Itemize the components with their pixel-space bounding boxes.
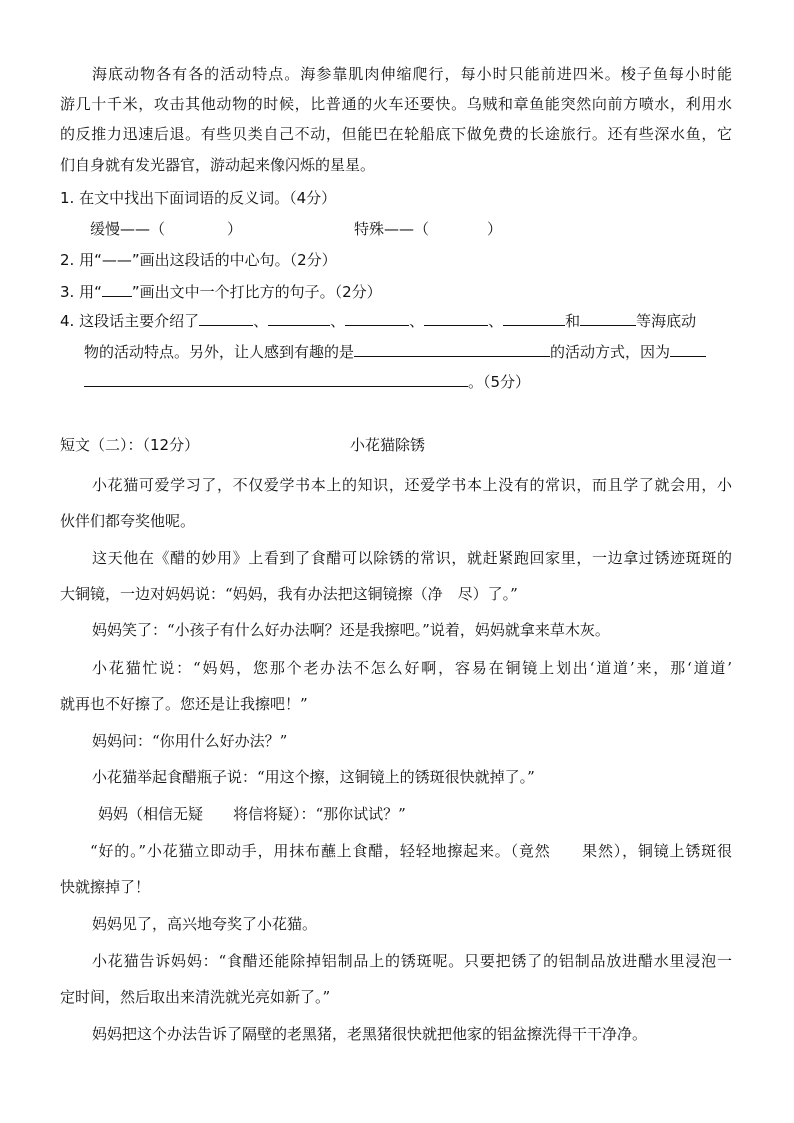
passage2-p9: 妈妈见了，高兴地夸奖了小花猫。 <box>92 915 318 933</box>
q4-prefix: 4. 这段话主要介绍了 <box>60 312 200 330</box>
passage2-p8-line-1: “好的。”小花猫立即动手，用抹布蘸上食醋，轻轻地擦起来。（竟然 果然），铜镜上锈斑很 <box>90 842 732 860</box>
q2-mark-symbol: —— <box>101 251 132 269</box>
q4-line2-prefix: 物的活动特点。另外，让人感到有趣的是 <box>84 343 355 361</box>
q4-sep-4: 、 <box>488 312 504 330</box>
section-2-label: 短文（二）：（12分） <box>60 436 200 454</box>
q4-blank-3[interactable] <box>345 311 409 326</box>
q4-blank-interesting[interactable] <box>354 342 550 357</box>
question-2-prompt <box>60 250 337 270</box>
q4-blank-6[interactable] <box>580 311 636 326</box>
q4-blank-5[interactable] <box>503 311 565 326</box>
passage2-p1-line-2: 伙伴们都夸奖他呢。 <box>60 512 196 530</box>
q4-line3-end: 。（5分） <box>468 373 531 391</box>
question-1-item-b <box>354 219 502 239</box>
question-4-line-2 <box>84 342 706 362</box>
q3-suffix: ”画出文中一个打比方的句子。（2分） <box>131 283 382 301</box>
q4-sep-3: 、 <box>409 312 425 330</box>
passage2-p3: 妈妈笑了：“小孩子有什么好办法啊？还是我擦吧。”说着，妈妈就拿来草木灰。 <box>92 621 610 639</box>
q4-blank-1[interactable] <box>199 311 253 326</box>
q4-blank-reason[interactable] <box>84 372 468 387</box>
passage1-line-1: 海底动物各有各的活动特点。海参靠肌肉伸缩爬行，每小时只能前进四米。梭子鱼每小时能 <box>92 65 732 83</box>
section-2-title: 小花猫除锈 <box>350 436 426 454</box>
q4-sep-2: 、 <box>330 312 346 330</box>
question-4-line-1 <box>60 311 696 331</box>
q1-item-a-label: 缓慢——（ <box>90 220 166 238</box>
passage2-p7: 妈妈（相信无疑 将信将疑）：“那你试试？” <box>98 805 406 823</box>
passage2-p11: 妈妈把这个办法告诉了隔壁的老黑猪，老黑猪很快就把他家的铝盆擦洗得干干净净。 <box>92 1025 648 1043</box>
q1-item-a-close: ） <box>227 220 243 238</box>
q4-blank-reason-start[interactable] <box>670 342 706 357</box>
passage2-p1-line-1: 小花猫可爱学习了，不仅爱学书本上的知识，还爱学书本上没有的常识，而且学了就会用，小 <box>92 476 732 494</box>
passage1-line-4: 们自身就有发光器官，游动起来像闪烁的星星。 <box>60 156 376 174</box>
q3-underline-mark <box>102 282 132 297</box>
passage2-p6: 小花猫举起食醋瓶子说：“用这个擦，这铜镜上的锈斑很快就掉了。” <box>92 768 535 786</box>
q2-prefix: 2. 用“ <box>60 251 102 269</box>
passage2-p4-line-1: 小花猫忙说：“妈妈，您那个老办法不怎么好啊，容易在铜镜上划出‘道道’来，那‘道道’ <box>92 659 732 677</box>
question-3-prompt <box>60 282 382 302</box>
passage1-line-3: 的反推力迅速后退。有些贝类自己不动，但能巴在轮船底下做免费的长途旅行。还有些深水鱼，它 <box>60 125 732 143</box>
q1-item-b-label: 特殊——（ <box>354 220 430 238</box>
passage2-p4-line-2: 就再也不好擦了。您还是让我擦吧！” <box>60 695 308 713</box>
question-1-item-a <box>90 219 242 239</box>
passage2-p5: 妈妈问：“你用什么好办法？” <box>92 732 288 750</box>
q4-blank-2[interactable] <box>268 311 330 326</box>
q4-line1-end: 等海底动 <box>636 312 697 330</box>
passage2-p2-line-2: 大铜镜，一边对妈妈说：“妈妈，我有办法把这铜镜擦（净 尽）了。” <box>60 585 518 603</box>
q4-line2-mid: 的活动方式，因为 <box>550 343 671 361</box>
passage2-p10-line-2: 定时间，然后取出来清洗就光亮如新了。” <box>60 988 331 1006</box>
q2-suffix: ”画出这段话的中心句。（2分） <box>131 251 337 269</box>
passage2-p2-line-1: 这天他在《醋的妙用》上看到了食醋可以除锈的常识，就赶紧跑回家里，一边拿过锈迹斑斑的 <box>92 549 732 567</box>
q1-item-b-close: ） <box>487 220 503 238</box>
passage1-line-2: 游几十千米，攻击其他动物的时候，比普通的火车还要快。乌贼和章鱼能突然向前方喷水，利用水 <box>60 95 732 113</box>
question-1-prompt: 1. 在文中找出下面词语的反义词。（4分） <box>60 189 337 207</box>
q4-blank-4[interactable] <box>424 311 488 326</box>
q4-and: 和 <box>565 312 581 330</box>
q4-sep-1: 、 <box>253 312 269 330</box>
passage2-p10-line-1: 小花猫告诉妈妈：“食醋还能除掉铝制品上的锈斑呢。只要把锈了的铝制品放进醋水里浸泡一 <box>92 952 732 970</box>
q3-prefix: 3. 用“ <box>60 283 102 301</box>
question-4-line-3 <box>84 372 530 392</box>
passage2-p8-line-2: 快就擦掉了！ <box>60 878 151 896</box>
